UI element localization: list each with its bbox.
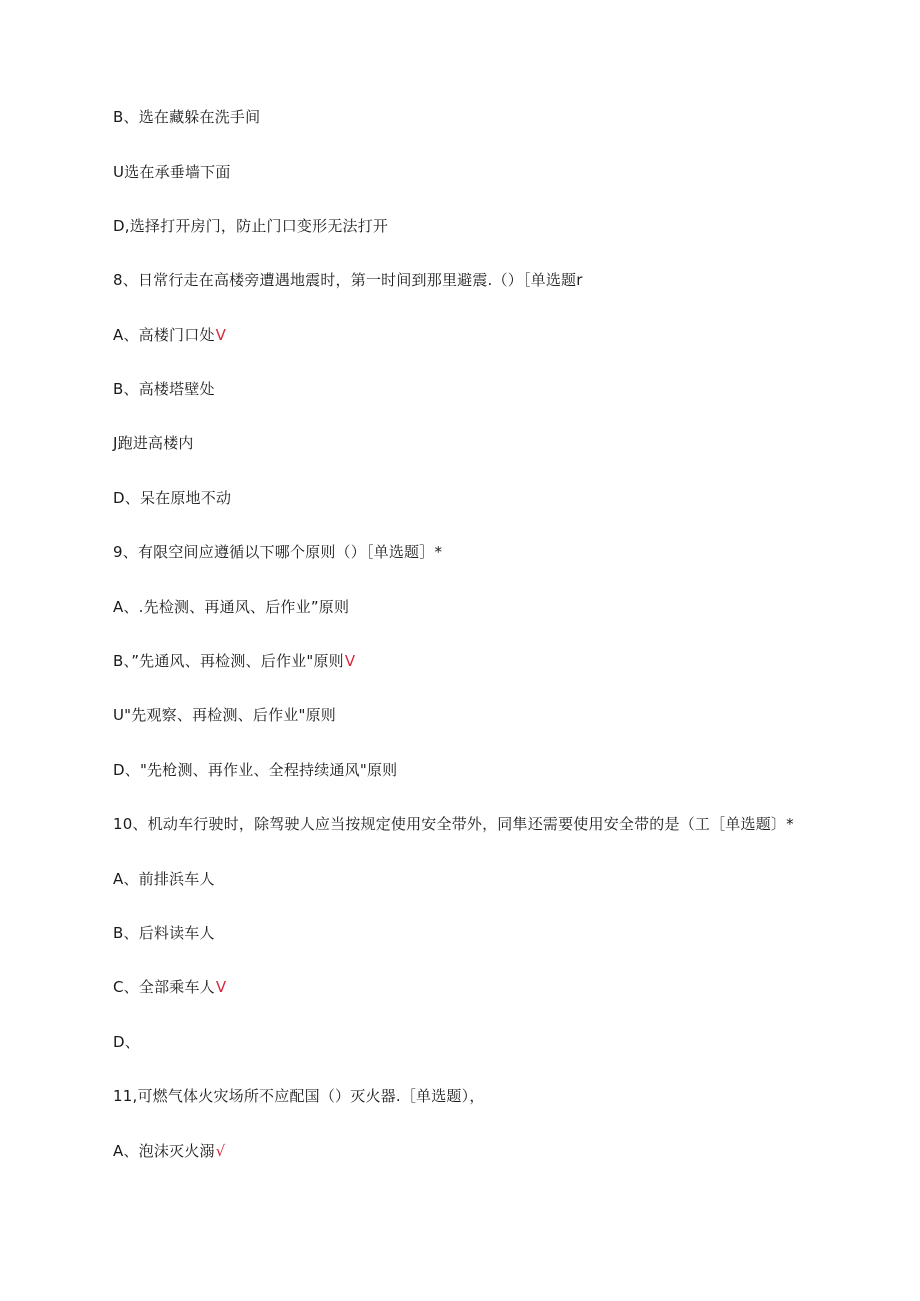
line-text: A、前排浜车人 [113, 870, 215, 888]
option-a-q11 [113, 1141, 225, 1161]
option-a-q9 [113, 597, 350, 617]
check-mark: V [215, 326, 227, 344]
line-text: U选在承垂墙下面 [113, 163, 231, 181]
line-text: C、全部乘车人 [113, 978, 215, 996]
option-d-q10 [113, 1032, 141, 1052]
option-b-q7 [113, 107, 261, 127]
option-c-q7 [113, 162, 232, 182]
line-text: D,选择打开房门，防止门口变形无法打开 [113, 217, 389, 235]
check-mark: √ [215, 1142, 226, 1160]
option-d-q7 [113, 216, 389, 236]
option-a-q10 [113, 869, 216, 889]
line-text: D、呆在原地不动 [113, 489, 232, 507]
question-9 [113, 542, 443, 562]
line-text: A、.先检测、再通风、后作业”原则 [113, 598, 350, 616]
option-b-q8 [113, 379, 216, 399]
question-8 [113, 270, 584, 290]
line-text: 10、机动车行驶时，除驾驶人应当按规定使用安全带外，同隼还需要使用安全带的是（工［单选题〕* [113, 815, 794, 833]
option-d-q9 [113, 760, 398, 780]
option-b-q10 [113, 923, 216, 943]
line-text: 11,可燃气体火灾场所不应配国（）灭火器.［单选题）， [113, 1087, 485, 1105]
line-text: 8、日常行走在高楼旁遭遇地震时，第一时间到那里避震.（）［单选题r [113, 271, 583, 289]
line-text: A、泡沫灭火溺 [113, 1142, 215, 1160]
line-text: D、"先枪测、再作业、全程持续通风"原则 [113, 761, 398, 779]
option-c-q8 [113, 433, 195, 453]
line-text: J跑进高楼内 [113, 434, 194, 452]
option-d-q8 [113, 488, 232, 508]
option-a-q8 [113, 325, 226, 345]
question-11 [113, 1086, 486, 1106]
line-text: B、后料读车人 [113, 924, 215, 942]
line-text: U"先观察、再检测、后作业"原则 [113, 706, 336, 724]
option-c-q10 [113, 977, 226, 997]
line-text: D、 [113, 1033, 140, 1051]
line-text: B、”先通风、再检测、后作业"原则 [113, 652, 344, 670]
line-text: B、选在藏躲在洗手间 [113, 108, 261, 126]
option-c-q9 [113, 705, 337, 725]
line-text: 9、有限空间应遵循以下哪个原则（）［单选题］* [113, 543, 443, 561]
question-10 [113, 814, 795, 834]
option-b-q9 [113, 651, 355, 671]
check-mark: V [344, 652, 356, 670]
line-text: B、高楼塔壁处 [113, 380, 215, 398]
check-mark: V [215, 978, 227, 996]
line-text: A、高楼门口处 [113, 326, 215, 344]
